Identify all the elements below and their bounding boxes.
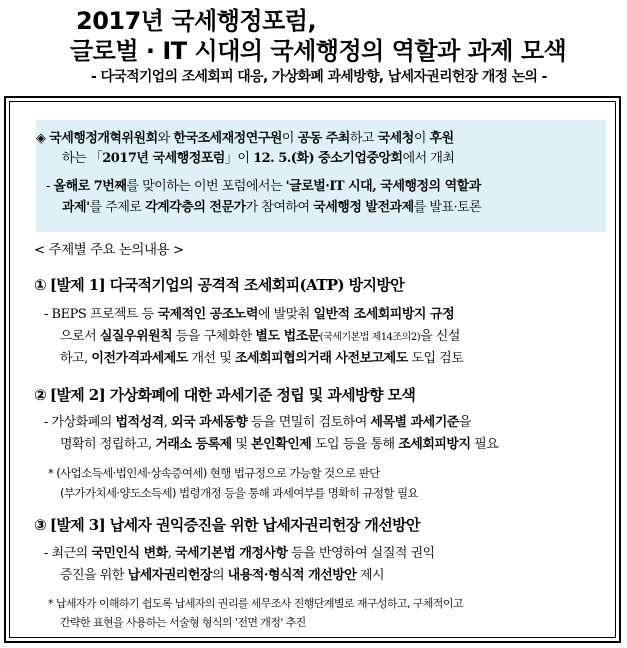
intro-text: 하고 — [349, 131, 378, 146]
body-text: , — [163, 415, 171, 430]
dash-bullet: - — [44, 307, 48, 322]
body-emph: 세목별 과세기준 — [370, 415, 459, 430]
body-text: 가상화폐의 — [51, 415, 116, 430]
intro-text: 이 — [281, 131, 298, 146]
topic-3-note-2 — [60, 614, 306, 632]
diamond-bullet-icon: ◈ — [36, 131, 46, 146]
intro-line-4 — [62, 199, 481, 217]
topic-heading-text: [발제 2] 가상화폐에 대한 과세기준 정립 및 과세방향 모색 — [49, 386, 416, 404]
page-title-line2: 글로벌 · IT 시대의 국세행정의 역할과 과제 모색 — [70, 37, 567, 65]
intro-forum-name: 2017년 국세행정포럼 — [102, 151, 225, 166]
body-text: 에 발맞춰 — [257, 307, 314, 322]
body-emph: 국민인식 변화 — [91, 546, 168, 561]
topic-heading-text: [발제 1] 다국적기업의 공격적 조세회피(ATP) 방지방안 — [49, 276, 405, 294]
body-text: BEPS 프로젝트 등 — [51, 307, 158, 322]
intro-line-1 — [36, 130, 454, 148]
intro-text: 에서 개최 — [402, 151, 455, 166]
topic-3-note-1 — [48, 595, 463, 613]
note-text: (사업소득세·법인세·상속증여세) 현행 법규정으로 가능할 것으로 판단 — [56, 466, 380, 480]
body-emph: 납세자권리헌장 — [127, 568, 212, 583]
topic-2-line-1 — [44, 414, 471, 432]
body-emph: 외국 과세동향 — [170, 415, 248, 430]
body-text: 제시 — [356, 568, 385, 583]
intro-theme-end: 과제' — [62, 200, 90, 215]
intro-text: 하는 「 — [62, 151, 103, 166]
intro-tasks: 국세행정 발전과제 — [313, 200, 414, 215]
intro-text: 」이 — [224, 151, 254, 166]
body-text: 개선 및 — [187, 351, 235, 366]
body-emph: 일반적 조세회피방지 규정 — [313, 307, 455, 322]
intro-date-venue: 12. 5.(화) 중소기업중앙회 — [253, 151, 403, 166]
topic-3-line-1 — [44, 545, 435, 563]
body-text: 최근의 — [51, 546, 92, 561]
intro-text: 이 — [413, 131, 430, 146]
asterisk-bullet: * — [48, 597, 53, 610]
intro-text: 를 주제로 — [89, 200, 146, 215]
dash-bullet: - — [44, 415, 48, 430]
body-text: 증진을 위한 — [60, 568, 128, 583]
intro-org-1: 국세행정개혁위원회 — [49, 131, 158, 146]
body-emph: 본인확인제 — [251, 437, 312, 452]
intro-text: 를 발표·토론 — [413, 200, 482, 215]
topic-1-line-1 — [44, 306, 454, 324]
note-text: (부가가치세·양도소득세) 법령개정 등을 통해 과세여부를 명확히 규정할 필요 — [60, 486, 418, 500]
intro-theme: '글로벌·IT 시대, 국세행정의 역할과 — [285, 179, 481, 194]
intro-experts: 각계각층의 전문가 — [145, 200, 246, 215]
topic-2-note-2 — [60, 484, 418, 502]
note-text: 납세자가 이해하기 쉽도록 납세자의 권리를 세무조사 진행단계별로 재구성하고, 구체적이고 — [55, 597, 463, 610]
body-text: 을 신설 — [420, 329, 460, 344]
body-text: 으로서 — [60, 329, 100, 344]
body-emph: 국세기본법 개정사항 — [175, 546, 288, 561]
topic-1-line-2 — [60, 328, 460, 347]
body-emph: 조세회피방지 — [398, 437, 471, 452]
body-text: , — [167, 546, 175, 561]
topic-2-line-2 — [60, 436, 498, 454]
intro-text: 가 참여하여 — [245, 200, 314, 215]
intro-org-2: 한국조세재정연구원 — [173, 131, 282, 146]
body-emph: 실질우위원칙 — [99, 329, 173, 344]
body-text: 도입 검토 — [407, 351, 464, 366]
intro-sponsor: 후원 — [429, 131, 454, 146]
body-text: 등을 구체화한 — [172, 329, 256, 344]
section-header: < 주제별 주요 논의내용 > — [34, 242, 184, 258]
dash-bullet: - — [46, 179, 50, 194]
body-text: 의 — [211, 568, 228, 583]
body-emph: 거래소 등록제 — [155, 437, 232, 452]
body-emph: 법적성격 — [115, 415, 164, 430]
body-text: 하고, — [60, 351, 92, 366]
topic-1-heading — [34, 276, 404, 296]
intro-text: 와 — [157, 131, 174, 146]
intro-cohost: 공동 주최 — [297, 131, 350, 146]
body-emph: 국제적인 공조노력 — [157, 307, 258, 322]
body-emph: 조세회피협의거래 사전보고제도 — [234, 351, 408, 366]
body-text: 등을 면밀히 검토하여 — [247, 415, 371, 430]
topic-2-note-1 — [48, 464, 380, 482]
body-text: 등을 반영하여 실질적 권익 — [287, 546, 435, 561]
topic-2-heading — [34, 386, 415, 406]
intro-seventh: 7번째 — [93, 179, 127, 194]
page-title-line1: 2017년 국세행정포럼, — [76, 7, 317, 35]
topic-3-heading — [34, 516, 420, 536]
topic-marker: ① — [34, 276, 47, 294]
body-text: 필요 — [470, 437, 499, 452]
topic-3-line-2 — [60, 567, 384, 585]
dash-bullet: - — [44, 546, 48, 561]
asterisk-bullet: * — [48, 466, 54, 480]
body-text: 명확히 정립하고, — [60, 437, 156, 452]
body-emph: 내용적·형식적 개선방안 — [227, 568, 357, 583]
intro-nts: 국세청 — [377, 131, 414, 146]
topic-heading-text: [발제 3] 납세자 권익증진을 위한 납세자권리헌장 개선방안 — [49, 516, 420, 534]
intro-text: 올해로 — [53, 179, 94, 194]
body-text: 및 — [231, 437, 252, 452]
note-text: 간략한 표현을 사용하는 서술형 형식의 '전면 개정' 추진 — [60, 616, 306, 629]
body-ref: (국세기본법 제14조의2) — [319, 332, 421, 343]
body-text: 을 — [458, 415, 471, 430]
intro-line-3 — [46, 178, 481, 196]
topic-marker: ② — [34, 386, 47, 404]
intro-line-2 — [62, 150, 454, 168]
page-subtitle: - 다국적기업의 조세회피 대응, 가상화폐 과세방향, 납세자권리헌장 개정 논의 - — [91, 69, 547, 85]
topic-1-line-3 — [60, 350, 463, 368]
body-emph: 별도 법조문 — [255, 329, 320, 344]
topic-marker: ③ — [34, 516, 47, 534]
intro-text: 를 맞이하는 이번 포럼에서는 — [126, 179, 286, 194]
body-emph: 이전가격과세제도 — [91, 351, 188, 366]
body-text: 도입 등을 통해 — [311, 437, 399, 452]
